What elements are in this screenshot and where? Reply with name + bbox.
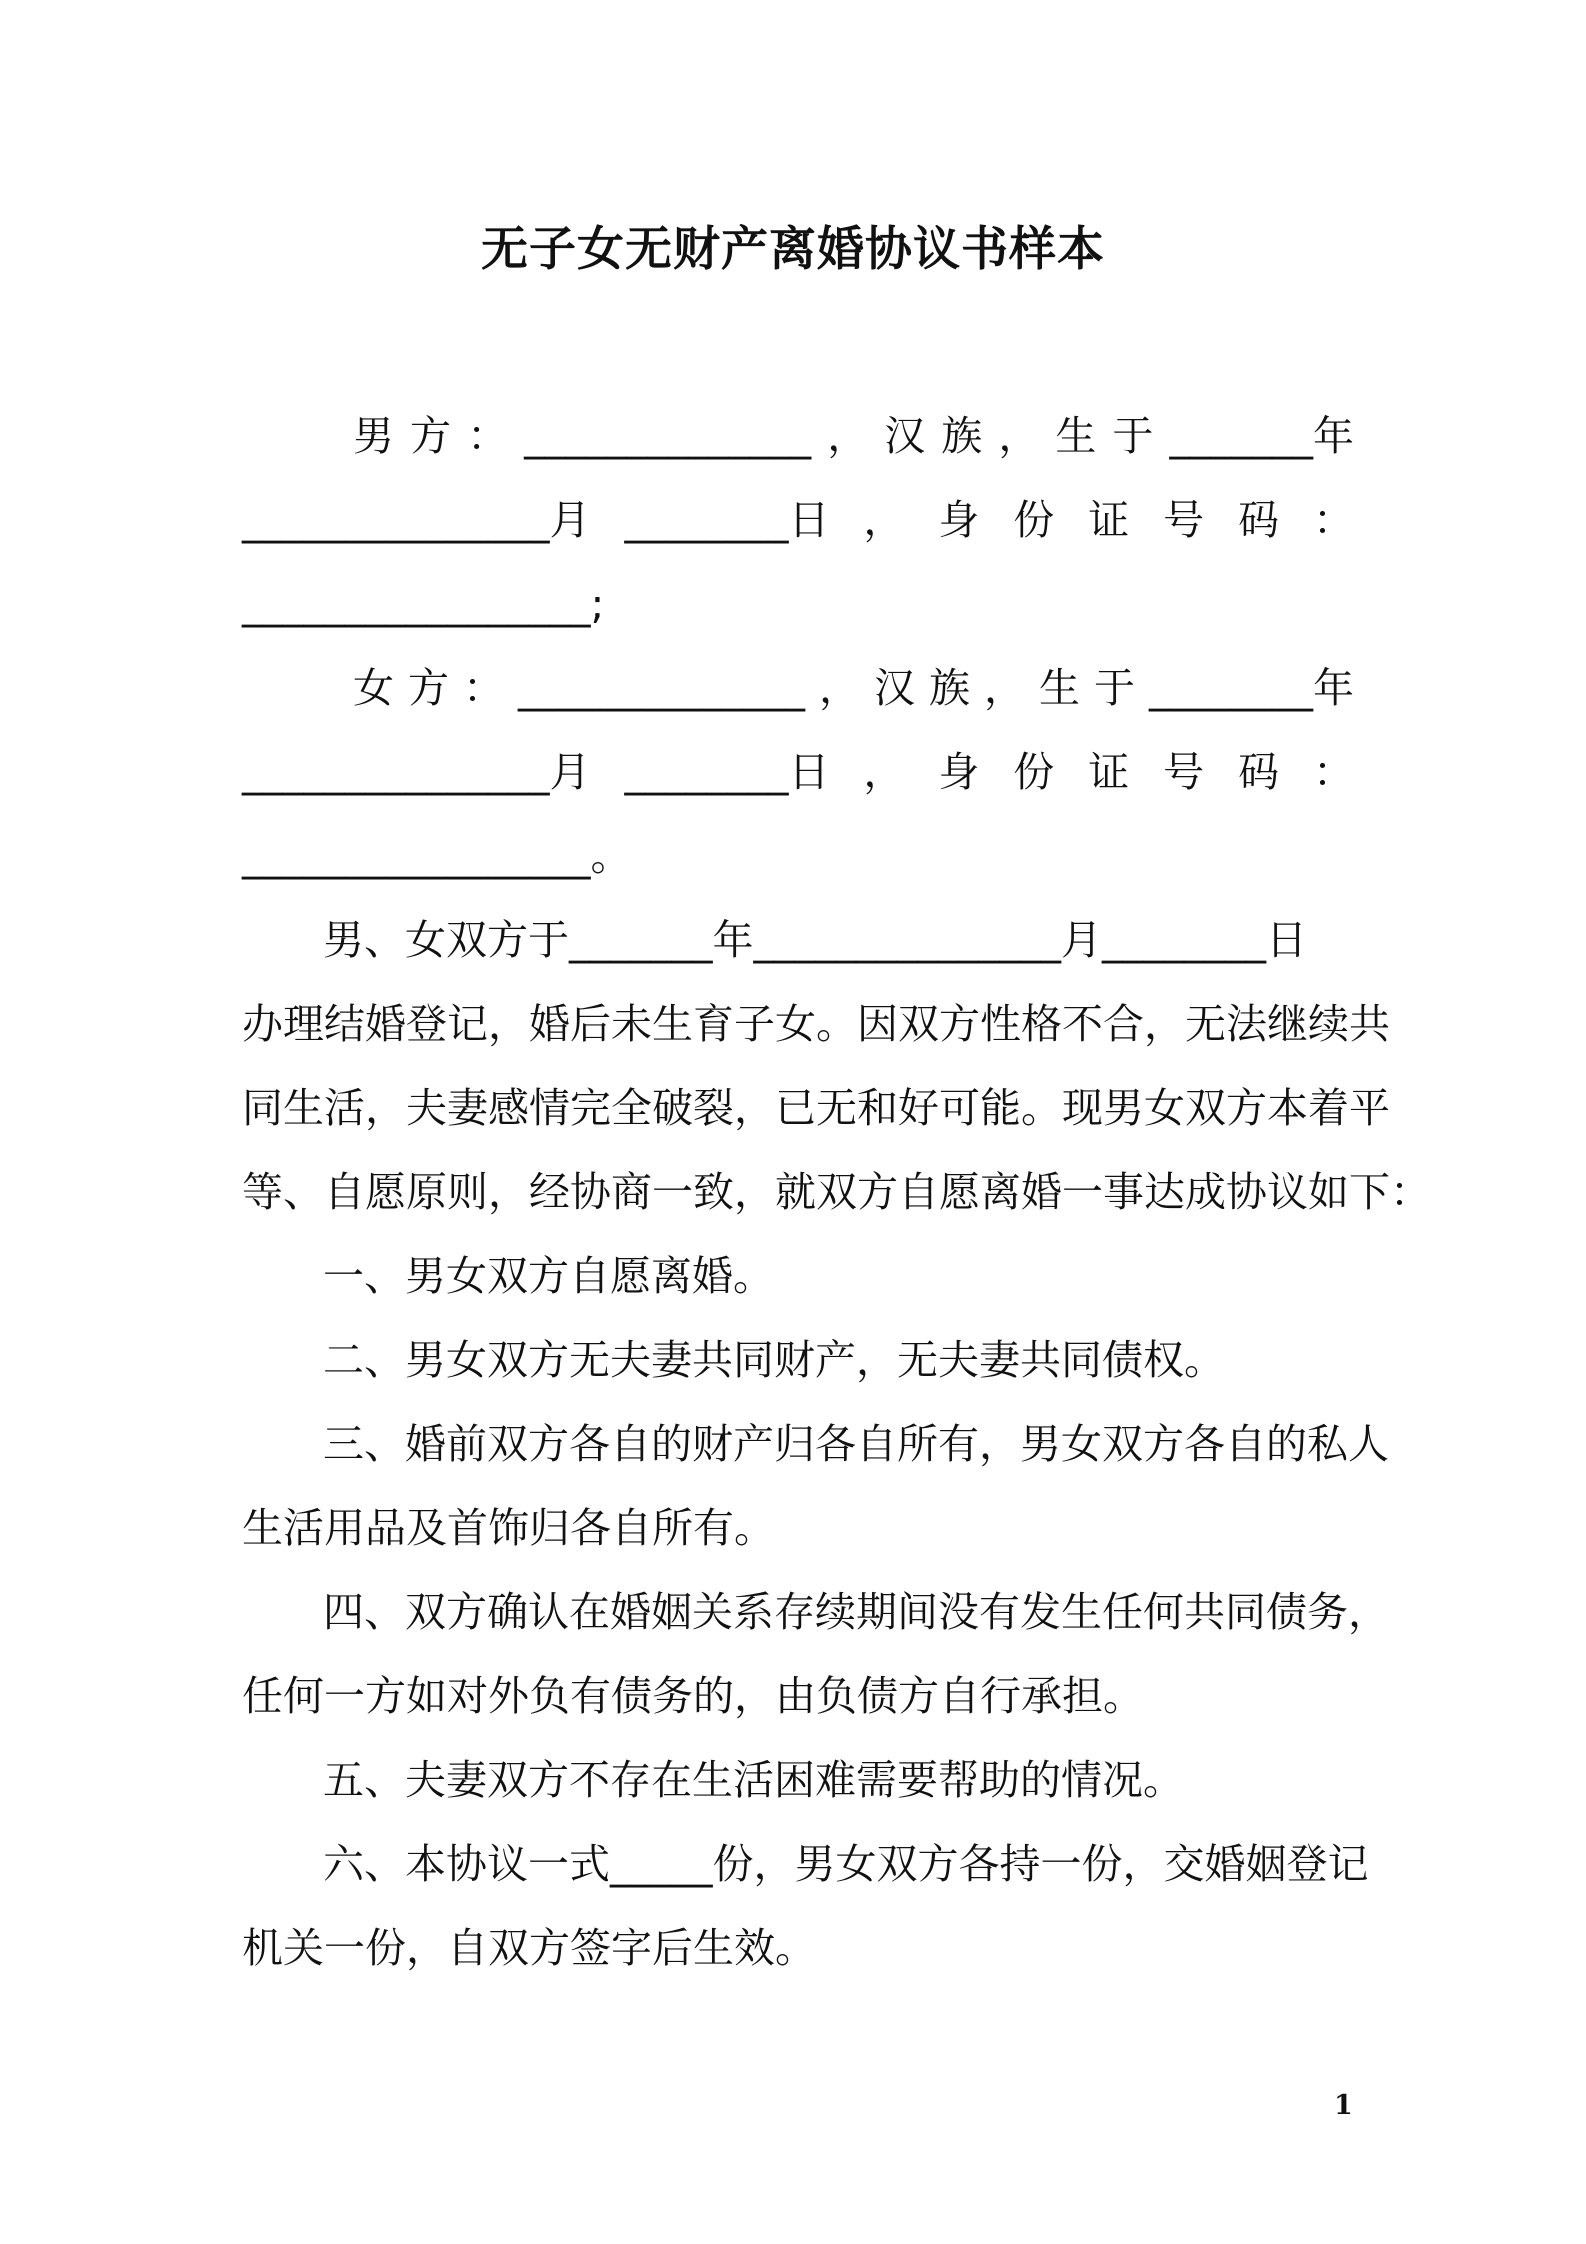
woman-line-1: 女 方 ： ______________ ， 汉 族 ， 生 于 ________年: [353, 664, 1354, 712]
clause-5: 五、夫妻双方不存在生活困难需要帮助的情况。: [323, 1756, 1184, 1804]
man-line-1: 男 方 ： ______________ ， 汉 族 ， 生 于 _______年: [353, 412, 1354, 460]
document-title: 无子女无财产离婚协议书样本: [481, 222, 1105, 277]
clause-6-line-2: 机关一份，自双方签字后生效。: [242, 1924, 816, 1972]
clause-6-line-1: 六、本协议一式_____份，男女双方各持一份，交婚姻登记: [323, 1840, 1369, 1888]
clause-1: 一、男女双方自愿离婚。: [323, 1252, 774, 1300]
woman-line-3: _________________。: [242, 832, 632, 880]
intro-line-3: 同生活，夫妻感情完全破裂，已无和好可能。现男女双方本着平: [242, 1084, 1390, 1132]
page-number: 1: [1334, 2090, 1353, 2121]
intro-line-1: 男、女双方于_______年_______________月________日: [323, 916, 1307, 964]
woman-line-2: _______________月 ________日 ， 身 份 证 号 码 ：: [242, 748, 1354, 796]
clause-4-line-2: 任何一方如对外负有债务的，由负债方自行承担。: [242, 1672, 1144, 1720]
clause-3-line-1: 三、婚前双方各自的财产归各自所有，男女双方各自的私人: [323, 1420, 1389, 1468]
clause-4-line-1: 四、双方确认在婚姻关系存续期间没有发生任何共同债务，: [323, 1588, 1389, 1636]
intro-line-4: 等、自愿原则，经协商一致，就双方自愿离婚一事达成协议如下：: [242, 1168, 1431, 1216]
intro-line-2: 办理结婚登记，婚后未生育子女。因双方性格不合，无法继续共: [242, 1000, 1390, 1048]
clause-2: 二、男女双方无夫妻共同财产，无夫妻共同债权。: [323, 1336, 1225, 1384]
clause-3-line-2: 生活用品及首饰归各自所有。: [242, 1504, 775, 1552]
man-line-3: _________________;: [242, 580, 605, 628]
man-line-2: _______________月 ________日 ， 身 份 证 号 码 ：: [242, 496, 1354, 544]
